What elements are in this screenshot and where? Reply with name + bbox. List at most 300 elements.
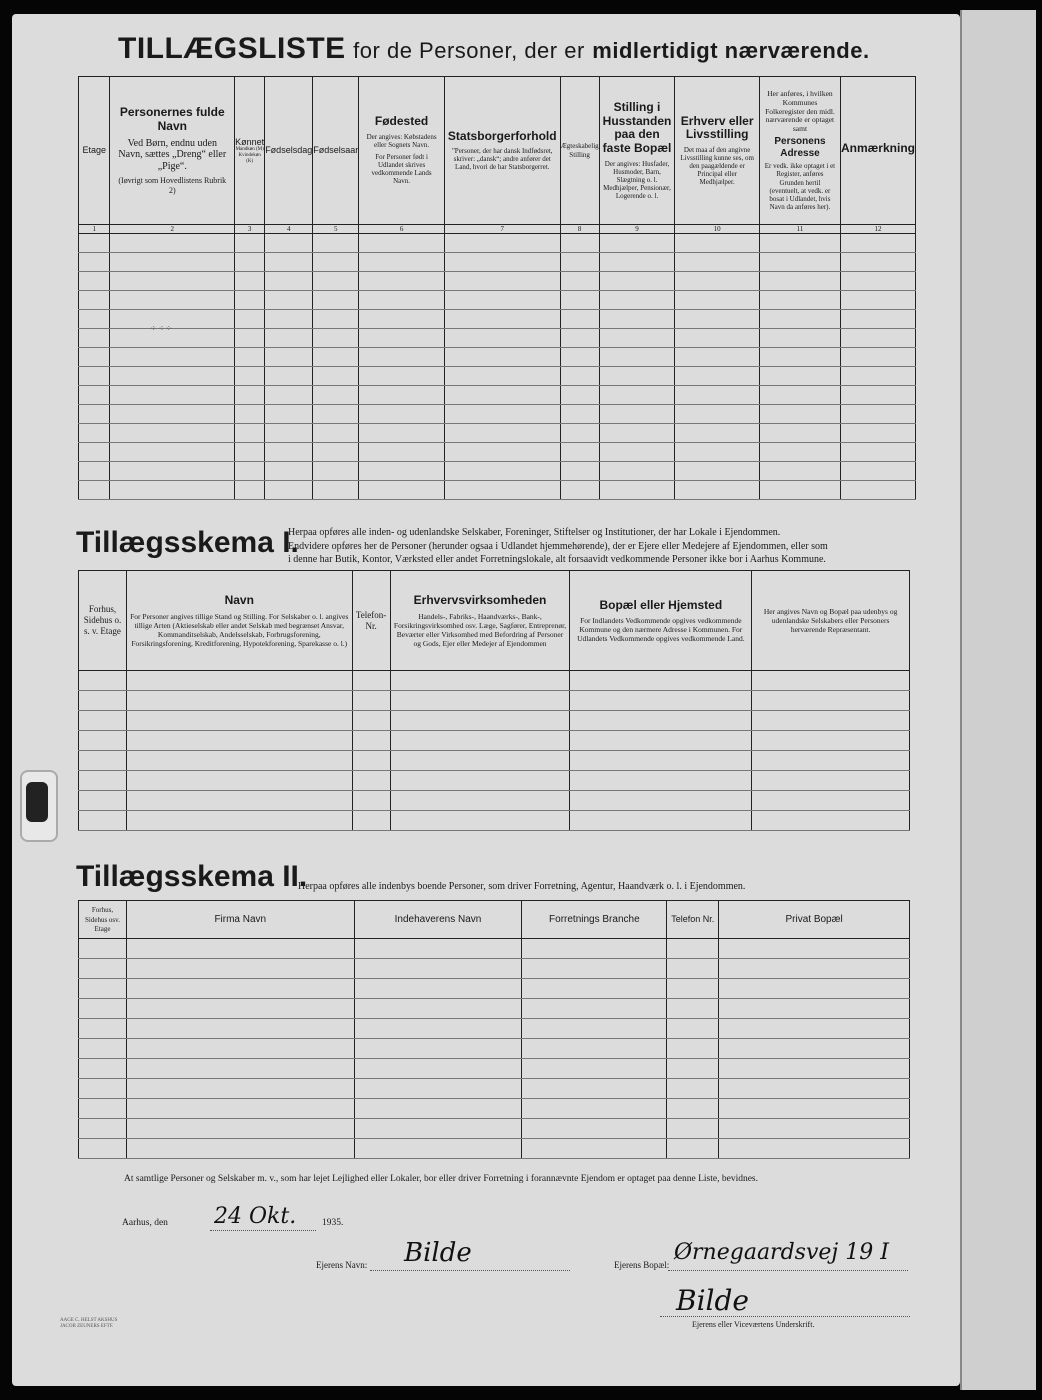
s2-col-bopael: Privat Bopæl: [719, 901, 910, 939]
table-cell: [444, 329, 560, 348]
table-cell: [719, 999, 910, 1019]
table-cell: [667, 1019, 719, 1039]
table-row: [79, 329, 916, 348]
table-row: [79, 386, 916, 405]
table-cell: [444, 253, 560, 272]
s1-col-telefon: Telefon-Nr.: [352, 571, 390, 671]
table-cell: [444, 272, 560, 291]
s2-col-branche: Forretnings Branche: [522, 901, 667, 939]
table-cell: [570, 691, 752, 711]
table-cell: [390, 811, 570, 831]
table-cell: [599, 272, 675, 291]
table-row: [79, 711, 910, 731]
table-cell: [354, 999, 522, 1019]
table-cell: [110, 272, 235, 291]
col-fodested: Fødested Der angives: Købstadens eller Sognets Navn. For Personer født i Udlandet skrives vedkommende Lands Navn.: [359, 77, 445, 225]
table-cell: [126, 731, 352, 751]
table-cell: [265, 310, 313, 329]
table-row: [79, 671, 910, 691]
table-cell: [719, 979, 910, 999]
table-cell: [560, 272, 599, 291]
table-cell: [79, 731, 127, 751]
table-cell: [599, 329, 675, 348]
table-cell: [79, 291, 110, 310]
table-cell: [599, 348, 675, 367]
table-cell: [354, 1119, 522, 1139]
table-cell: [313, 367, 359, 386]
table-cell: [79, 405, 110, 424]
s2-col-firma: Firma Navn: [126, 901, 354, 939]
table-row: [79, 1039, 910, 1059]
table-cell: [126, 1139, 354, 1159]
table-cell: [313, 234, 359, 253]
table-cell: [313, 386, 359, 405]
col-stilling: Stilling i Husstanden paa den faste Bopæl Der angives: Husfader, Husmoder, Barn, Slægtning o. l. Medhjælper, Pensionær, Logerende o. l.: [599, 77, 675, 225]
s2-col-telefon: Telefon Nr.: [667, 901, 719, 939]
table-cell: [110, 348, 235, 367]
col-fodselsdag: Fødselsdag: [265, 77, 313, 225]
table-row: [79, 367, 916, 386]
table-cell: [560, 329, 599, 348]
table-cell: [759, 253, 840, 272]
footer-year: 1935.: [322, 1218, 344, 1228]
table-row: [79, 1139, 910, 1159]
footer-city: Aarhus, den: [122, 1218, 168, 1228]
table-cell: [79, 481, 110, 500]
table-cell: [79, 1139, 127, 1159]
table-cell: [79, 234, 110, 253]
table-row: [79, 939, 910, 959]
table-cell: [354, 1019, 522, 1039]
table-cell: [759, 367, 840, 386]
skema2-header-row: [79, 901, 910, 939]
table-cell: [719, 1059, 910, 1079]
table-cell: [599, 405, 675, 424]
table-cell: [522, 1039, 667, 1059]
skema2-table: [78, 900, 910, 1159]
table-row: [79, 771, 910, 791]
table-cell: [352, 671, 390, 691]
table-cell: [675, 424, 760, 443]
table-cell: [352, 691, 390, 711]
table-cell: [752, 731, 910, 751]
table-cell: [719, 1019, 910, 1039]
table-cell: [390, 791, 570, 811]
table-row: [79, 979, 910, 999]
table-cell: [235, 462, 265, 481]
table-cell: [79, 999, 127, 1019]
table-cell: [352, 791, 390, 811]
col-erhverv: Erhverv eller Livsstilling Det maa af den angivne Livsstilling kunne ses, om den paagældende er Principal eller Medhjælper.: [675, 77, 760, 225]
col-aegteskab: Ægteskabelig Stilling: [560, 77, 599, 225]
table-cell: [126, 671, 352, 691]
table-cell: [265, 367, 313, 386]
table-cell: [719, 1099, 910, 1119]
table-cell: [79, 367, 110, 386]
table-cell: [522, 1119, 667, 1139]
table-cell: [79, 310, 110, 329]
table-cell: [759, 481, 840, 500]
table-cell: [840, 462, 915, 481]
table-cell: [359, 329, 445, 348]
table-cell: [79, 443, 110, 462]
table-row: [79, 999, 910, 1019]
table-cell: [126, 1079, 354, 1099]
table-cell: [599, 234, 675, 253]
footer-date-handwritten: 24 Okt.: [214, 1204, 297, 1229]
table-cell: [352, 711, 390, 731]
table-cell: [313, 424, 359, 443]
table-cell: [599, 481, 675, 500]
table-cell: [79, 671, 127, 691]
owner-name-line: [370, 1270, 570, 1271]
table-cell: [359, 367, 445, 386]
title-bold-end: midlertidigt nærværende.: [592, 38, 870, 63]
table-cell: [110, 462, 235, 481]
table-cell: [390, 711, 570, 731]
table-cell: [444, 424, 560, 443]
table-row: [79, 424, 916, 443]
table-cell: [675, 234, 760, 253]
table-cell: [265, 386, 313, 405]
table-cell: [235, 234, 265, 253]
table-cell: [667, 959, 719, 979]
table-cell: [675, 481, 760, 500]
table-cell: [560, 386, 599, 405]
skema1-description: Herpaa opføres alle inden- og udenlandske Selskaber, Foreninger, Stiftelser og Institutioner, der har Lokale i Ejendommen. Endvidere opføres her de Personer (herunder ogsaa i Udlandet hjemmehørende), der er Ejere eller Medejere af Ejendommen, eller som i denne har Butik, Kontor, Værksted eller andet Forretningslokale, alt forsaavidt vedkommende Personer ikke bor i Aarhus Kommune.: [288, 527, 828, 565]
table-cell: [235, 481, 265, 500]
table-cell: [570, 771, 752, 791]
col-statsborger: Statsborgerforhold "Personer, der har dansk Indfødsret, skriver: „dansk“; andre anfører det Land, hvori de har Statsborgerret.: [444, 77, 560, 225]
table-cell: [265, 291, 313, 310]
table-cell: [265, 481, 313, 500]
table-cell: [354, 959, 522, 979]
page-title: [118, 32, 870, 66]
table-row: [79, 1079, 910, 1099]
table-cell: [110, 443, 235, 462]
table-cell: [719, 1119, 910, 1139]
owner-address-handwritten: Ørnegaardsvej 19 I: [674, 1240, 889, 1265]
table-cell: [570, 791, 752, 811]
table-cell: [79, 1079, 127, 1099]
table-cell: [675, 272, 760, 291]
table-cell: [444, 386, 560, 405]
table-cell: [522, 1139, 667, 1159]
table-cell: [126, 939, 354, 959]
table-cell: [126, 691, 352, 711]
title-main: TILLÆGSLISTE: [118, 32, 346, 65]
table-cell: [390, 691, 570, 711]
footer-statement: At samtlige Personer og Selskaber m. v., som har lejet Lejlighed eller Lokaler, bor eller driver Forretning i forannævnte Ejendom er optaget paa denne Liste, bevidnes.: [124, 1174, 758, 1184]
table-cell: [522, 939, 667, 959]
table-cell: [265, 348, 313, 367]
table-cell: [79, 691, 127, 711]
table-cell: [444, 462, 560, 481]
table-cell: [560, 462, 599, 481]
table-cell: [354, 1059, 522, 1079]
table-cell: [752, 671, 910, 691]
table-cell: [126, 751, 352, 771]
table-cell: [667, 1079, 719, 1099]
table-cell: [126, 999, 354, 1019]
table-cell: [752, 751, 910, 771]
table-cell: [235, 424, 265, 443]
table-cell: [759, 443, 840, 462]
table-row: [79, 691, 910, 711]
table-cell: [110, 234, 235, 253]
table-cell: [79, 1019, 127, 1039]
table-cell: [444, 348, 560, 367]
s1-col-repraesentant: Her angives Navn og Bopæl paa udenbys og udenlandske Selskabers eller Personers herværende Repræsentant.: [752, 571, 910, 671]
table-cell: [79, 1119, 127, 1139]
table-cell: [522, 959, 667, 979]
table-cell: [719, 1139, 910, 1159]
table-cell: [79, 329, 110, 348]
table-cell: [560, 348, 599, 367]
table-cell: [522, 1059, 667, 1079]
table-cell: [126, 811, 352, 831]
table-cell: [235, 310, 265, 329]
table-cell: [570, 711, 752, 731]
table-cell: [560, 291, 599, 310]
signature-label: Ejerens eller Viceværtens Underskrift.: [692, 1320, 815, 1329]
table1-number-row: 1 2 3 4 5 6 7 8 9 10 11 12: [79, 225, 916, 234]
title-rest: for de Personer, der er: [353, 38, 585, 63]
table-cell: [354, 1039, 522, 1059]
table-cell: [79, 811, 127, 831]
table-cell: [560, 253, 599, 272]
table-cell: [359, 386, 445, 405]
table-cell: [599, 386, 675, 405]
table-row: [79, 1019, 910, 1039]
table-cell: [79, 711, 127, 731]
skema1-body: [79, 671, 910, 831]
table-cell: [599, 253, 675, 272]
table-row: [79, 291, 916, 310]
table-cell: [110, 329, 235, 348]
table-cell: [840, 386, 915, 405]
table-cell: [354, 979, 522, 999]
table-cell: [560, 481, 599, 500]
table-cell: [354, 1079, 522, 1099]
skema1-title: Tillægsskema I.: [76, 526, 299, 559]
table-cell: [759, 310, 840, 329]
table-row: [79, 348, 916, 367]
table-cell: [359, 234, 445, 253]
s1-col-bopael: Bopæl eller Hjemsted For Indlandets Vedkommende opgives vedkommende Kommune og den nærmere Adresse i Kommunen. For Udlandets Vedkommende opgives vedkommende Land.: [570, 571, 752, 671]
table-cell: [675, 405, 760, 424]
table-cell: [444, 443, 560, 462]
table-cell: [359, 462, 445, 481]
table-cell: [522, 1099, 667, 1119]
table-cell: [759, 348, 840, 367]
table-cell: [675, 386, 760, 405]
table-cell: [719, 939, 910, 959]
table-cell: [667, 1139, 719, 1159]
table-cell: [79, 1039, 127, 1059]
table-cell: [599, 443, 675, 462]
table-cell: [570, 811, 752, 831]
table-cell: [752, 691, 910, 711]
table-row: [79, 405, 916, 424]
table-cell: [752, 791, 910, 811]
table-cell: [667, 999, 719, 1019]
signature-handwritten: Bilde: [676, 1284, 749, 1317]
binding-hole: [26, 782, 48, 822]
table-cell: [352, 751, 390, 771]
table-cell: [79, 272, 110, 291]
table-cell: [79, 424, 110, 443]
table-cell: [126, 771, 352, 791]
table-cell: [759, 386, 840, 405]
col-navn: Personernes fulde Navn Ved Børn, endnu uden Navn, sættes „Dreng“ eller „Pige“. (Iøvrigt som Hovedlistens Rubrik 2): [110, 77, 235, 225]
table-cell: [719, 1079, 910, 1099]
facing-page-edge: [960, 10, 1036, 1390]
table-cell: [667, 939, 719, 959]
table-cell: [235, 386, 265, 405]
table-cell: [390, 731, 570, 751]
table-cell: [675, 367, 760, 386]
table-cell: [265, 272, 313, 291]
table-cell: [570, 731, 752, 751]
table-cell: [235, 253, 265, 272]
table-cell: [390, 671, 570, 691]
table-cell: [752, 771, 910, 791]
table-cell: [313, 310, 359, 329]
table-cell: [675, 443, 760, 462]
table-cell: [560, 443, 599, 462]
table-cell: [840, 291, 915, 310]
s1-col-erhverv: Erhvervsvirksomheden Handels-, Fabriks-, Haandværks-, Bank-, Forsikringsvirksomhed osv. Læge, Sagfører, Entreprenør, Beværter eller Virksomhed med Befordring af Personer og Gods, Ejer eller Medejer af Ejendommen: [390, 571, 570, 671]
table-cell: [79, 939, 127, 959]
table-cell: [354, 939, 522, 959]
table-cell: [359, 291, 445, 310]
table-cell: [359, 310, 445, 329]
table-cell: [79, 386, 110, 405]
table-cell: [444, 291, 560, 310]
table-cell: [599, 462, 675, 481]
table-cell: [126, 979, 354, 999]
table-cell: [110, 310, 235, 329]
table-row: [79, 253, 916, 272]
table-cell: [840, 310, 915, 329]
table-cell: [313, 272, 359, 291]
table-cell: [840, 348, 915, 367]
table-cell: [759, 272, 840, 291]
table-cell: [313, 481, 359, 500]
table-cell: [359, 443, 445, 462]
table-cell: [840, 272, 915, 291]
owner-address-line: [668, 1270, 908, 1271]
table-row: [79, 1059, 910, 1079]
date-line: [210, 1230, 316, 1231]
table-cell: [599, 367, 675, 386]
table-cell: [444, 234, 560, 253]
table-cell: [110, 424, 235, 443]
table-cell: [840, 329, 915, 348]
table-cell: [126, 1039, 354, 1059]
table-cell: [265, 234, 313, 253]
table-cell: [759, 405, 840, 424]
table-cell: [522, 979, 667, 999]
col-adresse: Her anføres, i hvilken Kommunes Folkeregister den midl. nærværende er optaget samt Personens Adresse Er vedk. ikke optaget i et Register, anføres Grunden hertil (eventuelt, at vedk. er bosat i Udlandet, hvis Navn da anføres her).: [759, 77, 840, 225]
table-cell: [126, 959, 354, 979]
owner-name-handwritten: Bilde: [404, 1238, 472, 1268]
table-cell: [313, 443, 359, 462]
skema1-header-row: [79, 571, 910, 671]
table-cell: [522, 1079, 667, 1099]
table-cell: [359, 424, 445, 443]
s2-col-indehaver: Indehaverens Navn: [354, 901, 522, 939]
table-cell: [667, 1039, 719, 1059]
table-cell: [359, 272, 445, 291]
table-cell: [752, 711, 910, 731]
table-cell: [79, 791, 127, 811]
table-cell: [570, 671, 752, 691]
skema2-description: Herpaa opføres alle indenbys boende Personer, som driver Forretning, Agentur, Haandværk o. l. i Ejendommen.: [298, 881, 746, 892]
owner-address-label: Ejerens Bopæl:: [614, 1260, 670, 1270]
table-cell: [359, 405, 445, 424]
table-row: [79, 234, 916, 253]
table-cell: [79, 1099, 127, 1119]
table-row: [79, 310, 916, 329]
printer-mark: AAGE C. HELST AKSHUS JACOB ZEUNERS EFTF.: [60, 1318, 118, 1329]
table-cell: [675, 291, 760, 310]
table-cell: [840, 253, 915, 272]
table-cell: [560, 424, 599, 443]
table-cell: [390, 751, 570, 771]
table-cell: [79, 462, 110, 481]
table-cell: [126, 711, 352, 731]
main-list-table: [78, 76, 916, 500]
table-cell: [79, 348, 110, 367]
table-cell: [110, 367, 235, 386]
table-cell: [352, 811, 390, 831]
table-cell: [522, 1019, 667, 1039]
table-cell: [79, 771, 127, 791]
table-row: [79, 462, 916, 481]
table-cell: [599, 291, 675, 310]
table-cell: [759, 329, 840, 348]
table-row: [79, 811, 910, 831]
table-cell: [79, 979, 127, 999]
table-cell: [759, 291, 840, 310]
table-cell: [265, 443, 313, 462]
table-cell: [354, 1099, 522, 1119]
table-cell: [110, 481, 235, 500]
table-cell: [126, 791, 352, 811]
table-cell: [675, 253, 760, 272]
table-cell: [265, 329, 313, 348]
table-cell: [313, 329, 359, 348]
table-cell: [235, 405, 265, 424]
col-kon: Kønnet Mandkøn (M) Kvindekøn (K): [235, 77, 265, 225]
table-cell: [359, 348, 445, 367]
table-cell: [110, 253, 235, 272]
table-cell: [840, 234, 915, 253]
table-cell: [354, 1139, 522, 1159]
table-cell: [667, 1119, 719, 1139]
table-cell: [840, 424, 915, 443]
table-row: [79, 791, 910, 811]
table-cell: [444, 310, 560, 329]
table-cell: [444, 367, 560, 386]
table-cell: [840, 367, 915, 386]
table-cell: [667, 1099, 719, 1119]
table-cell: [352, 771, 390, 791]
table-cell: [79, 751, 127, 771]
table-cell: [560, 234, 599, 253]
